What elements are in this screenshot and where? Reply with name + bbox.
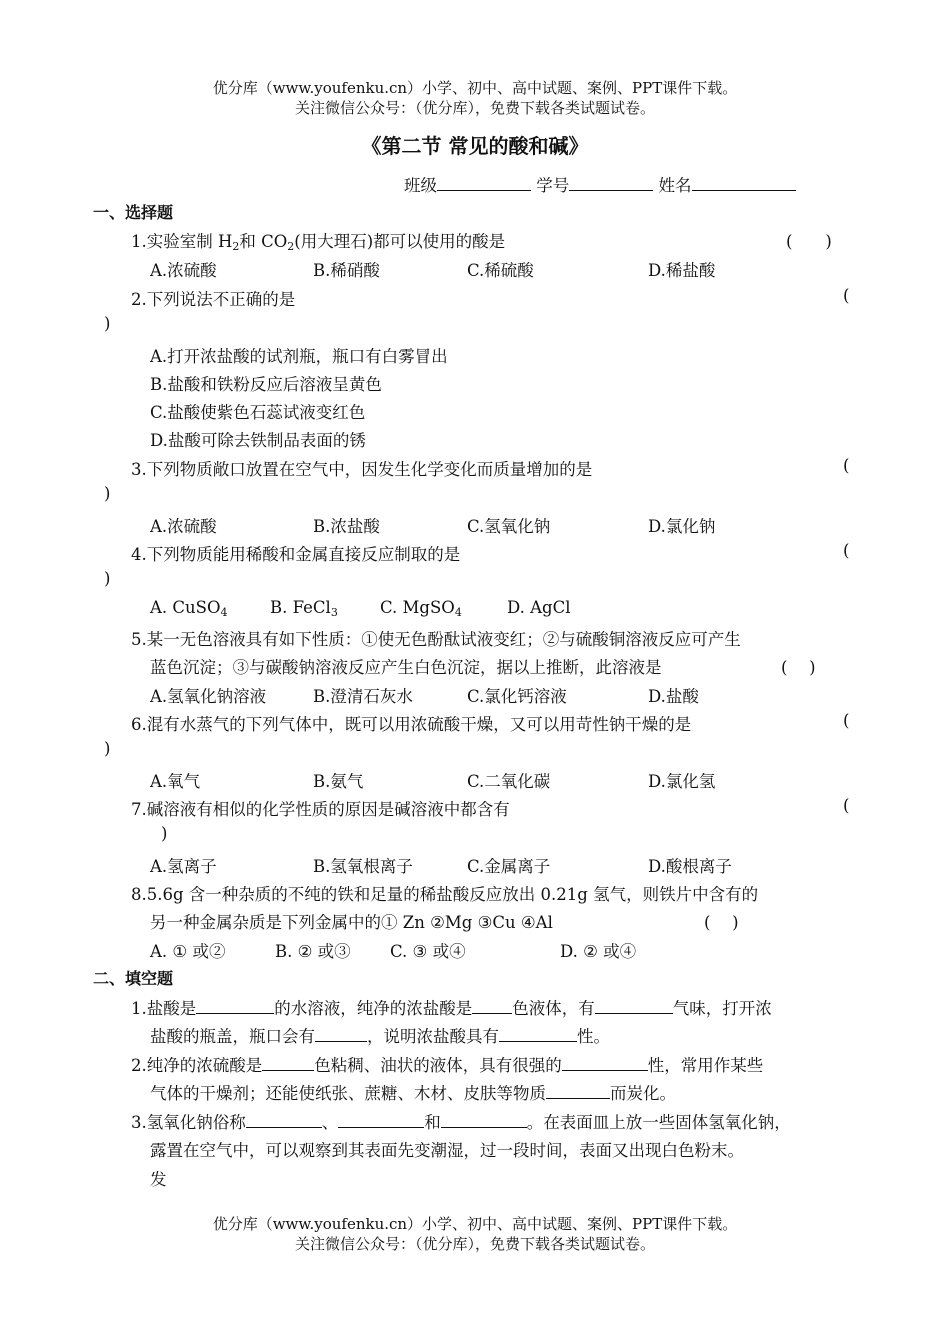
answer-paren-open[interactable]: (: [843, 796, 850, 815]
answer-paren-open[interactable]: (: [843, 711, 850, 730]
q7-option-c[interactable]: C.金属离子: [467, 857, 551, 876]
footer-line-1: 优分库（www.youfenku.cn）小学、初中、高中试题、案例、PPT课件下载。: [212, 1215, 738, 1233]
fill-3-line-3: 发: [150, 1170, 167, 1189]
q7-option-d[interactable]: D.酸根离子: [648, 857, 732, 876]
q2-option-a[interactable]: A.打开浓盐酸的试剂瓶，瓶口有白雾冒出: [150, 347, 448, 366]
q1-option-b[interactable]: B.稀硝酸: [313, 261, 380, 280]
q3-option-d[interactable]: D.氯化钠: [648, 517, 716, 536]
q2-option-d[interactable]: D.盐酸可除去铁制品表面的锈: [150, 431, 366, 450]
fill-blank[interactable]: [315, 1025, 367, 1042]
q3-option-b[interactable]: B.浓盐酸: [313, 517, 380, 536]
fill-1-line-2: 盐酸的瓶盖，瓶口会有 ，说明浓盐酸具有 性。: [150, 1027, 610, 1046]
answer-paren-close: ): [161, 824, 168, 843]
q4-option-d[interactable]: D. AgCl: [507, 598, 571, 617]
q5-option-b[interactable]: B.澄清石灰水: [313, 687, 413, 706]
fill-blank[interactable]: [546, 1082, 610, 1099]
q7-option-b[interactable]: B.氢氧根离子: [313, 857, 413, 876]
question-7: 7.碱溶液有相似的化学性质的原因是碱溶液中都含有: [131, 800, 510, 819]
question-4: 4.下列物质能用稀酸和金属直接反应制取的是: [131, 545, 461, 564]
fill-blank[interactable]: [196, 997, 274, 1014]
answer-paren-open[interactable]: (: [843, 456, 850, 475]
q3-option-c[interactable]: C.氢氧化钠: [467, 517, 551, 536]
name-blank[interactable]: [692, 174, 796, 191]
section-heading-fill: 二、填空题: [93, 969, 174, 988]
header-line-2: 关注微信公众号：（优分库），免费下载各类试题试卷。: [294, 99, 655, 117]
fill-blank[interactable]: [338, 1111, 424, 1128]
question-5-line-2: 蓝色沉淀；③与碳酸钠溶液反应产生白色沉淀，据以上推断，此溶液是: [150, 658, 662, 677]
class-label: 班级: [404, 176, 437, 195]
answer-paren-close: ): [104, 739, 111, 758]
q2-option-b[interactable]: B.盐酸和铁粉反应后溶液呈黄色: [150, 375, 382, 394]
answer-paren[interactable]: ( ): [786, 232, 832, 251]
q6-option-b[interactable]: B.氨气: [313, 772, 364, 791]
q7-option-a[interactable]: A.氢离子: [150, 857, 217, 876]
q4-option-a[interactable]: A. CuSO$_4$: [150, 598, 228, 619]
answer-paren-close: ): [104, 314, 111, 333]
answer-paren-close: ): [104, 569, 111, 588]
question-5-line-1: 5.某一无色溶液具有如下性质：①使无色酚酞试液变红；②与硫酸铜溶液反应可产生: [131, 630, 741, 649]
question-6: 6.混有水蒸气的下列气体中，既可以用浓硫酸干燥，又可以用苛性钠干燥的是: [131, 715, 692, 734]
fill-2-line-2: 气体的干燥剂；还能使纸张、蔗糖、木材、皮肤等物质 而炭化。: [150, 1084, 676, 1103]
q1-option-c[interactable]: C.稀硫酸: [467, 261, 534, 280]
class-blank[interactable]: [437, 174, 531, 191]
q5-option-a[interactable]: A.氢氧化钠溶液: [150, 687, 267, 706]
q6-option-a[interactable]: A.氧气: [150, 772, 201, 791]
q5-option-d[interactable]: D.盐酸: [648, 687, 699, 706]
fill-blank[interactable]: [472, 997, 512, 1014]
number-label: 学号: [536, 176, 570, 195]
q4-option-b[interactable]: B. FeCl$_3$: [270, 598, 338, 619]
fill-1-line-1: 1.盐酸是 的水溶液，纯净的浓盐酸是 色液体，有 气味，打开浓: [131, 999, 772, 1018]
q8-option-a[interactable]: A. ① 或②: [150, 942, 226, 961]
question-1: 1.实验室制 $H_2$和 $CO_2$(用大理石)都可以使用的酸是: [131, 232, 506, 253]
question-2: 2.下列说法不正确的是: [131, 290, 296, 309]
fill-3-line-1: 3.氢氧化钠俗称 、 和 。在表面皿上放一些固体氢氧化钠，: [131, 1113, 791, 1132]
answer-paren[interactable]: ( ): [781, 658, 816, 677]
q6-option-d[interactable]: D.氯化氢: [648, 772, 716, 791]
q1-option-a[interactable]: A.浓硫酸: [150, 261, 217, 280]
header-line-1: 优分库（www.youfenku.cn）小学、初中、高中试题、案例、PPT课件下载。: [212, 79, 738, 97]
answer-paren-open[interactable]: (: [843, 286, 850, 305]
q2-option-c[interactable]: C.盐酸使紫色石蕊试液变红色: [150, 403, 366, 422]
question-8-line-2: 另一种金属杂质是下列金属中的① Zn ②Mg ③Cu ④Al: [150, 913, 553, 932]
q8-option-c[interactable]: C. ③ 或④: [390, 942, 466, 961]
footer-line-2: 关注微信公众号：（优分库），免费下载各类试题试卷。: [294, 1235, 655, 1253]
page-title: 《第二节 常见的酸和碱》: [361, 134, 589, 158]
q8-option-d[interactable]: D. ② 或④: [560, 942, 637, 961]
number-blank[interactable]: [569, 174, 653, 191]
fill-blank[interactable]: [262, 1054, 314, 1071]
name-label: 姓名: [658, 176, 692, 195]
fill-blank[interactable]: [441, 1111, 527, 1128]
section-heading-choice: 一、选择题: [93, 203, 174, 222]
q6-option-c[interactable]: C.二氧化碳: [467, 772, 551, 791]
fill-blank[interactable]: [595, 997, 673, 1014]
q8-option-b[interactable]: B. ② 或③: [275, 942, 351, 961]
question-8-line-1: 8.5.6g 含一种杂质的不纯的铁和足量的稀盐酸反应放出 0.21g 氢气，则铁片中含有的: [131, 885, 759, 904]
question-3: 3.下列物质敞口放置在空气中，因发生化学变化而质量增加的是: [131, 460, 593, 479]
fill-blank[interactable]: [499, 1025, 577, 1042]
fill-2-line-1: 2.纯净的浓硫酸是 色粘稠、油状的液体，具有很强的 性，常用作某些: [131, 1056, 764, 1075]
answer-paren-open[interactable]: (: [843, 541, 850, 560]
fill-blank[interactable]: [246, 1111, 322, 1128]
q4-option-c[interactable]: C. MgSO$_4$: [380, 598, 462, 619]
student-info: [404, 172, 796, 196]
q1-option-d[interactable]: D.稀盐酸: [648, 261, 716, 280]
q5-option-c[interactable]: C.氯化钙溶液: [467, 687, 567, 706]
q3-option-a[interactable]: A.浓硫酸: [150, 517, 217, 536]
fill-3-line-2: 露置在空气中，可以观察到其表面先变潮湿，过一段时间，表面又出现白色粉末。: [150, 1141, 744, 1160]
answer-paren[interactable]: ( ): [704, 913, 739, 932]
fill-blank[interactable]: [562, 1054, 648, 1071]
answer-paren-close: ): [104, 484, 111, 503]
